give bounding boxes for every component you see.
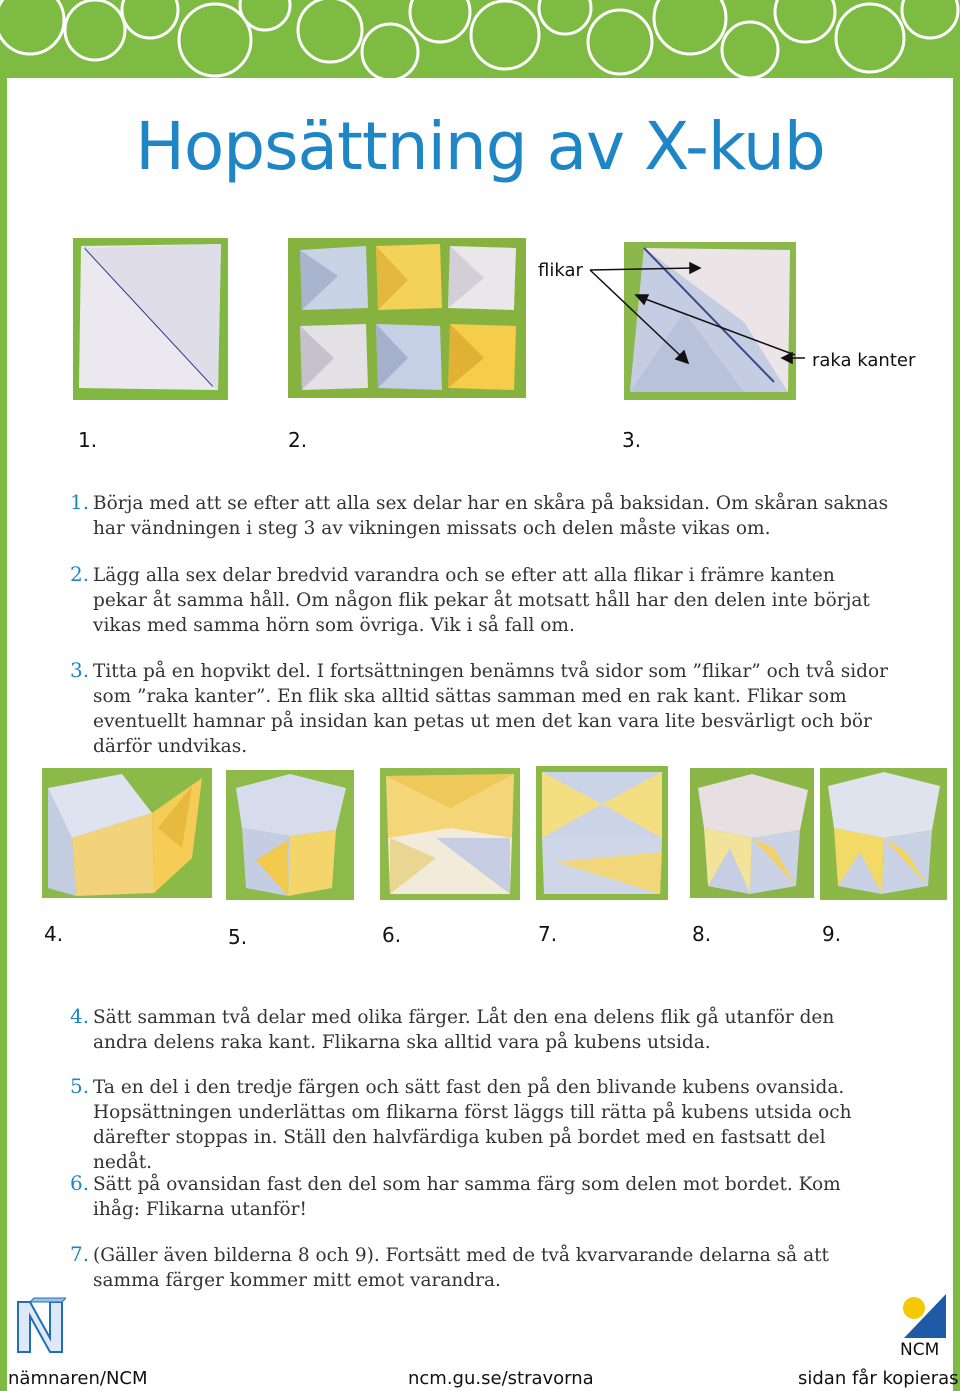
step-number: 2. [288, 428, 308, 452]
photo-step-6 [380, 768, 520, 900]
photo-step-4 [42, 768, 212, 898]
photo-step-5 [226, 770, 354, 900]
step-number: 3. [622, 428, 642, 452]
ncm-logo-text: NCM [900, 1340, 940, 1360]
photo-step-9 [820, 768, 947, 900]
label-raka-kanter: raka kanter [812, 350, 916, 371]
instruction-number: 6. [70, 1171, 90, 1195]
namnaren-n-logo-icon [14, 1294, 66, 1360]
instruction-number: 1. [70, 490, 90, 514]
step-number: 7. [538, 922, 558, 946]
instruction-number: 4. [70, 1004, 90, 1028]
instruction-text: Lägg alla sex delar bredvid varandra och se efter att alla flikar i främre kanten pekar åt samma håll. Om någon flik pekar åt motsatt håll har den delen inte börjat vikas med samma hörn som övriga. Vik i så fall om. [93, 565, 870, 636]
photo-step-1 [73, 238, 228, 400]
instruction-item [70, 658, 890, 759]
instruction-item [70, 1004, 890, 1055]
instruction-item [70, 1074, 890, 1175]
instruction-text: Sätt samman två delar med olika färger. Låt den ena delens flik gå utanför den andra delens raka kant. Flikarna ska alltid vara på kubens utsida. [93, 1007, 835, 1053]
page-title: Hopsättning av X-kub [135, 108, 825, 185]
instruction-text: (Gäller även bilderna 8 och 9). Fortsätt med de två kvarvarande delarna så att samma färger kommer mitt emot varandra. [93, 1245, 829, 1291]
footer-right: sidan får kopieras [798, 1368, 959, 1389]
step-number: 4. [44, 922, 64, 946]
footer-center-link[interactable]: ncm.gu.se/stravorna [408, 1368, 594, 1389]
instruction-text: Sätt på ovansidan fast den del som har samma färg som delen mot bordet. Kom ihåg: Flikarna utanför! [93, 1174, 841, 1220]
footer-left: nämnaren/NCM [8, 1368, 148, 1389]
instruction-text: Titta på en hopvikt del. I fortsättningen benämns två sidor som ”flikar” och två sidor som ”raka kanter”. En flik ska alltid sättas samman med en rak kant. Flikar som eventuellt hamnar på insidan kan petas ut men det kan vara lite besvärligt och bör därför undvikas. [93, 661, 888, 757]
instruction-item [70, 562, 890, 638]
instruction-number: 2. [70, 562, 90, 586]
ncm-logo-icon [898, 1292, 952, 1340]
circle-pattern-decoration [0, 0, 960, 78]
instruction-text: Börja med att se efter att alla sex delar har en skåra på baksidan. Om skåran saknas har vändningen i steg 3 av vikningen missats och delen måste vikas om. [93, 493, 889, 539]
instruction-item [70, 1242, 890, 1293]
step-number: 9. [822, 922, 842, 946]
photo-step-2 [288, 238, 526, 398]
instruction-text: Ta en del i den tredje färgen och sätt fast den på den blivande kubens ovansida. Hopsättningen underlättas om flikarna först läggs till rätta på kubens utsida och därefter stoppas in. Ställ den halvfärdiga kuben på bordet med en fastsatt del nedåt. [93, 1077, 852, 1173]
label-arrows [560, 255, 820, 385]
step-number: 1. [78, 428, 98, 452]
instruction-number: 3. [70, 658, 90, 682]
instruction-number: 5. [70, 1074, 90, 1098]
step-number: 6. [382, 923, 402, 947]
photo-step-8 [690, 768, 814, 898]
instruction-item [70, 1171, 890, 1222]
step-number: 5. [228, 925, 248, 949]
header-banner [0, 0, 960, 78]
instruction-number: 7. [70, 1242, 90, 1266]
instruction-item [70, 490, 890, 541]
step-number: 8. [692, 922, 712, 946]
photo-step-7 [536, 766, 668, 900]
label-flikar: flikar [538, 260, 583, 281]
